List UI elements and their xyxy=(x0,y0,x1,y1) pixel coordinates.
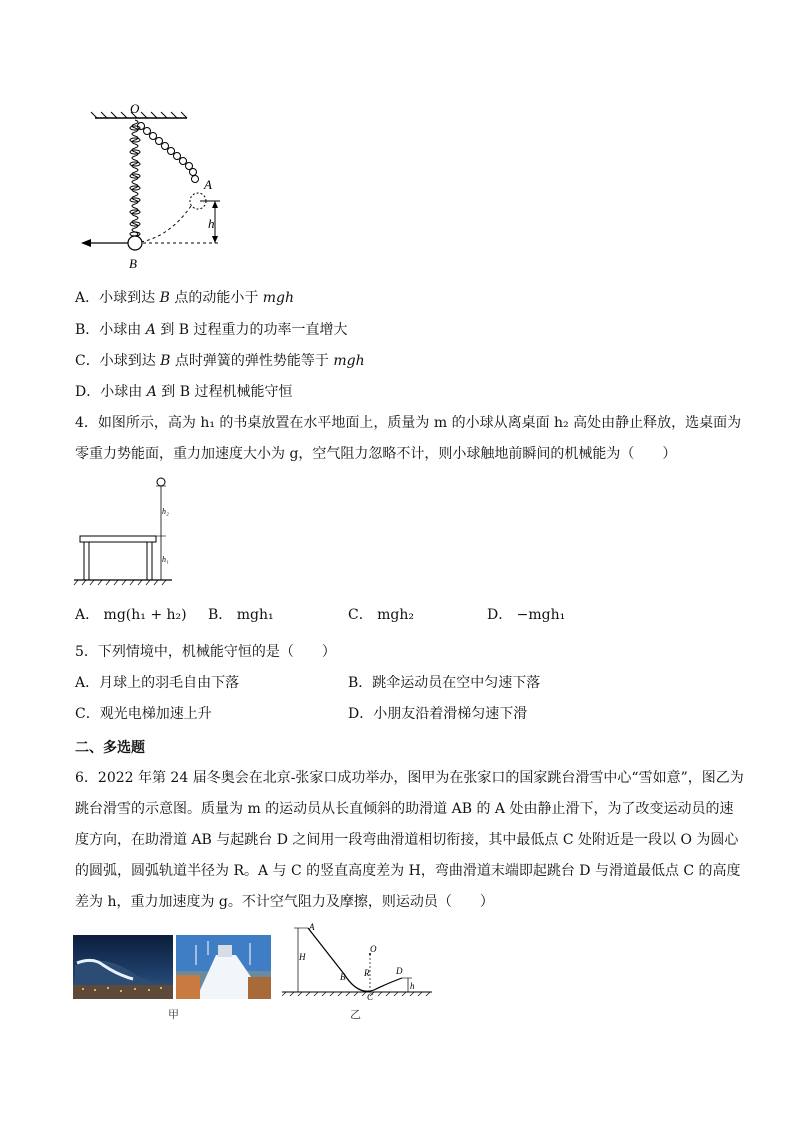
caption-yi: 乙 xyxy=(350,1008,361,1021)
q4-option-d: D． −mgh₁ xyxy=(487,607,566,623)
ski-jump-day-photo xyxy=(176,935,271,999)
q4-option-c: C． mgh₂ xyxy=(348,607,415,623)
diagram-label-O: O xyxy=(370,944,377,954)
q4-option-a: A． mg(h₁ + h₂) xyxy=(75,607,187,623)
q6-line1: 6．2022 年第 24 届冬奥会在北京-张家口成功举办，图甲为在张家口的国家跳台滑雪中心“雪如意”，图乙为 xyxy=(75,770,744,786)
diagram-label-h: h xyxy=(410,981,415,991)
q5-option-c: C．观光电梯加速上升 xyxy=(75,706,212,722)
q4-option-b: B． mgh₁ xyxy=(208,607,274,623)
diagram-label-B: B xyxy=(340,972,346,982)
label-A: A xyxy=(204,177,212,192)
diagram-label-A: A xyxy=(309,922,315,932)
q3-option-b: B．小球由 A 到 B 过程重力的功率一直增大 xyxy=(75,322,348,338)
diagram-label-R: R xyxy=(364,968,370,978)
ski-jump-night-photo xyxy=(73,935,173,999)
q3-option-a: A．小球到达 B 点的动能小于 mgh xyxy=(75,290,295,306)
q6-line4: 的圆弧，圆弧轨道半径为 R。A 与 C 的竖直高度差为 H，弯曲滑道末端即起跳台 D 与滑道最低点 C 的高度 xyxy=(75,863,741,879)
label-O: O xyxy=(130,101,140,116)
ski-track-diagram xyxy=(282,920,442,1000)
q5-stem: 5．下列情境中，机械能守恒的是（ ） xyxy=(75,644,336,660)
q5-option-b: B．跳伞运动员在空中匀速下落 xyxy=(348,675,541,691)
label-B: B xyxy=(129,256,137,271)
q6-line2: 跳台滑雪的示意图。质量为 m 的运动员从长直倾斜的助滑道 AB 的 A 处由静止滑下，为了改变运动员的速 xyxy=(75,801,734,817)
diagram-label-H: H xyxy=(299,952,306,962)
diagram-label-C: C xyxy=(367,992,374,1000)
q6-line3: 度方向，在助滑道 AB 与起跳台 D 之间用一段弯曲滑道相切衔接，其中最低点 C 处附近是一段以 O 为圆心 xyxy=(75,832,739,848)
q5-option-a: A．月球上的羽毛自由下落 xyxy=(75,675,240,691)
q5-option-d: D．小朋友沿着滑梯匀速下滑 xyxy=(348,706,528,722)
q4-stem-line2: 零重力势能面，重力加速度大小为 g，空气阻力忽略不计，则小球触地前瞬间的机械能为（ ） xyxy=(75,446,677,462)
table-figure xyxy=(72,472,192,592)
ball-B xyxy=(128,236,142,250)
q3-option-c: C．小球到达 B 点时弹簧的弹性势能等于 mgh xyxy=(75,353,365,369)
spring-pendulum-figure xyxy=(75,98,245,278)
q3-option-d: D．小球由 A 到 B 过程机械能守恒 xyxy=(75,384,293,400)
section-heading-multiple-choice: 二、多选题 xyxy=(75,740,145,756)
label-h: h xyxy=(208,216,215,231)
caption-jia: 甲 xyxy=(168,1008,179,1021)
label-h2: h₂ xyxy=(162,507,169,516)
label-h1: h₁ xyxy=(162,555,169,564)
diagram-label-D: D xyxy=(396,966,403,976)
q4-stem-line1: 4．如图所示，高为 h₁ 的书桌放置在水平地面上，质量为 m 的小球从离桌面 h₂ 高处由静止释放，选桌面为 xyxy=(75,415,742,431)
q6-line5: 差为 h，重力加速度为 g。不计空气阻力及摩擦，则运动员（ ） xyxy=(75,894,494,910)
